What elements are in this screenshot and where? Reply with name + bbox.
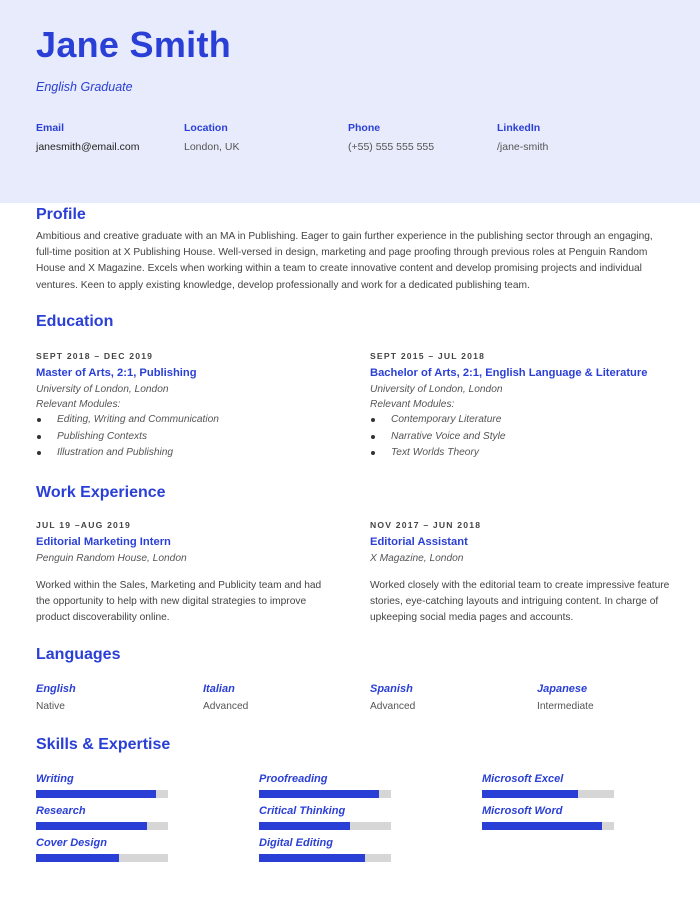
education-item <box>36 351 336 462</box>
contact-label: LinkedIn <box>497 122 541 134</box>
contact-location <box>184 122 239 153</box>
skill-bar-fill <box>259 822 350 830</box>
contact-value: London, UK <box>184 141 240 153</box>
module-text: Editing, Writing and Communication <box>57 414 219 425</box>
skill-bar-fill <box>482 790 578 798</box>
skill-item <box>259 773 391 798</box>
skill-item <box>482 773 614 798</box>
contact-value[interactable]: janesmith@email.com <box>36 141 140 153</box>
work-company: X Magazine, London <box>370 553 464 564</box>
work-date: NOV 2017 – JUN 2018 <box>370 520 482 530</box>
education-date: SEPT 2018 – DEC 2019 <box>36 351 154 361</box>
education-item <box>370 351 670 462</box>
section-title-languages: Languages <box>36 646 121 663</box>
skill-item <box>482 805 614 830</box>
skill-name: Cover Design <box>36 837 107 849</box>
modules-list <box>370 412 670 462</box>
module-text: Illustration and Publishing <box>57 447 174 459</box>
section-title-education: Education <box>36 313 114 330</box>
language-level: Advanced <box>370 701 416 712</box>
module-item <box>36 445 336 462</box>
module-text: Narrative Voice and Style <box>391 430 506 442</box>
skill-name: Digital Editing <box>259 837 333 849</box>
skill-bar <box>36 854 168 862</box>
work-role: Editorial Assistant <box>370 536 468 548</box>
education-institution: University of London, London <box>36 384 169 395</box>
candidate-name: Jane Smith <box>36 24 232 65</box>
skill-bar-fill <box>482 822 602 830</box>
work-role: Editorial Marketing Intern <box>36 536 171 548</box>
candidate-subtitle: English Graduate <box>36 80 133 94</box>
modules-label: Relevant Modules: <box>36 399 121 410</box>
module-text: Publishing Contexts <box>57 430 148 442</box>
bullet-icon <box>371 451 375 455</box>
module-item <box>36 429 336 446</box>
work-date: JUL 19 –AUG 2019 <box>36 520 131 530</box>
skill-bar-fill <box>259 790 379 798</box>
skill-item <box>259 837 391 862</box>
modules-label: Relevant Modules: <box>370 399 455 410</box>
module-text: Contemporary Literature <box>391 414 502 425</box>
module-item <box>36 412 336 429</box>
language-item <box>537 683 594 712</box>
bullet-icon <box>37 451 41 455</box>
language-item <box>203 683 248 712</box>
language-level: Advanced <box>203 701 249 712</box>
contact-label: Email <box>36 122 65 134</box>
module-text: Text Worlds Theory <box>391 447 479 459</box>
work-item <box>370 520 670 627</box>
contact-linkedin <box>497 122 548 153</box>
module-item <box>370 445 670 462</box>
section-title-work: Work Experience <box>36 484 166 501</box>
skill-bar <box>482 790 614 798</box>
work-company: Penguin Random House, London <box>36 553 187 564</box>
education-degree: Master of Arts, 2:1, Publishing <box>36 367 197 379</box>
skill-bar <box>36 790 168 798</box>
skill-name: Critical Thinking <box>259 805 346 817</box>
contact-email <box>36 122 139 153</box>
modules-list <box>36 412 336 462</box>
skill-bar <box>259 790 391 798</box>
bullet-icon <box>37 418 41 422</box>
contact-value[interactable]: (+55) 555 555 555 <box>348 141 435 153</box>
profile-text: Ambitious and creative graduate with an MA in Publishing. Eager to gain further experience in the publishing sector through an engaging, full-time position at X Publishing House. Well-versed in design, marketing and page proofing through previous roles at Penguin Random House and X Magazine. Excels when working within a team to create innovative content and develop promising projects and individual ventures. Keen to apply existing knowledge, develop professionally and work for a dedicated publishing team. <box>36 231 653 291</box>
skill-bar <box>259 822 391 830</box>
skill-bar <box>259 854 391 862</box>
work-description: Worked closely with the editorial team to create impressive feature stories, eye-catching layouts and intriguing content. In charge of upkeeping social media pages and accounts. <box>370 580 670 624</box>
language-level: Intermediate <box>537 701 594 712</box>
education-degree: Bachelor of Arts, 2:1, English Language & Literature <box>370 367 648 379</box>
language-name: Italian <box>203 683 235 695</box>
language-name: English <box>36 683 76 695</box>
bullet-icon <box>37 435 41 439</box>
module-item <box>370 412 670 429</box>
section-title-profile: Profile <box>36 206 86 223</box>
header-band <box>0 0 700 203</box>
education-date: SEPT 2015 – JUL 2018 <box>370 351 486 361</box>
language-item <box>370 683 415 712</box>
education-institution: University of London, London <box>370 384 503 395</box>
language-level: Native <box>36 701 65 712</box>
bullet-icon <box>371 418 375 422</box>
contact-value[interactable]: /jane-smith <box>497 141 549 153</box>
skill-name: Research <box>36 805 86 817</box>
skill-bar-fill <box>36 790 156 798</box>
skill-item <box>259 805 391 830</box>
language-name: Spanish <box>370 683 413 695</box>
contact-phone <box>348 122 434 153</box>
bullet-icon <box>371 435 375 439</box>
contact-label: Phone <box>348 122 381 134</box>
skill-name: Proofreading <box>259 773 328 785</box>
skill-name: Microsoft Excel <box>482 773 564 785</box>
module-item <box>370 429 670 446</box>
skill-name: Writing <box>36 773 74 785</box>
language-item <box>36 683 76 712</box>
work-item <box>36 520 326 627</box>
skill-bar-fill <box>259 854 365 862</box>
skill-bar-fill <box>36 822 147 830</box>
skill-item <box>36 837 168 862</box>
section-title-skills: Skills & Expertise <box>36 736 171 753</box>
contact-label: Location <box>184 122 228 134</box>
skill-bar <box>36 822 168 830</box>
work-description: Worked within the Sales, Marketing and Publicity team and had the opportunity to help with new digital strategies to improve product discoverability online. <box>36 580 322 624</box>
language-name: Japanese <box>537 683 588 695</box>
skill-bar-fill <box>36 854 119 862</box>
skill-item <box>36 773 168 798</box>
skill-item <box>36 805 168 830</box>
skill-bar <box>482 822 614 830</box>
skill-name: Microsoft Word <box>482 805 563 817</box>
